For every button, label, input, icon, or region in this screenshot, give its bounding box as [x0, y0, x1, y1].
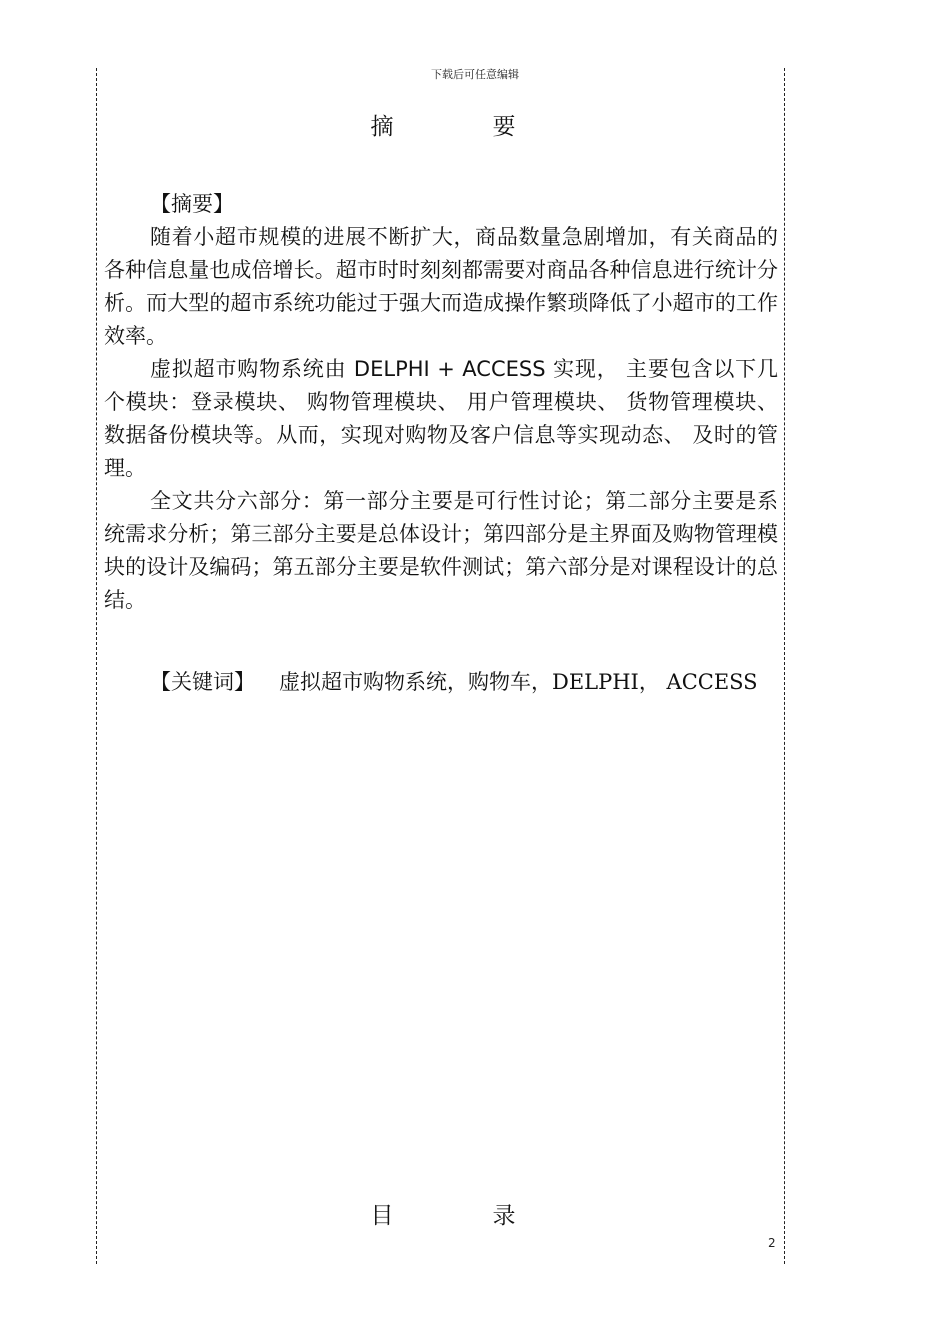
keywords-line	[150, 666, 758, 699]
abstract-paragraph-3: 全文共分六部分：第一部分主要是可行性讨论；第二部分主要是系统需求分析；第三部分主要是总体设计；第四部分是主界面及购物管理模块的设计及编码；第五部分主要是软件测试；第六部分是对课程设计的总结。	[104, 489, 778, 612]
right-dashed-border	[784, 68, 785, 1264]
abstract-paragraph-2: 虚拟超市购物系统由 DELPHI + ACCESS 实现， 主要包含以下几个模块：登录模块、 购物管理模块、 用户管理模块、 货物管理模块、 数据备份模块等。从而，实现对购物及客户信息等实现动态、 及时的管理。	[104, 357, 778, 480]
abstract-label: 【摘要】	[150, 192, 234, 216]
keywords-value: 虚拟超市购物系统，购物车，DELPHI， ACCESS	[279, 670, 758, 694]
abstract-body	[104, 188, 778, 617]
toc-title: 目 录	[370, 1203, 554, 1229]
abstract-title: 摘 要	[370, 114, 554, 140]
keywords-label: 【关键词】	[150, 670, 255, 694]
abstract-paragraph-1: 随着小超市规模的进展不断扩大，商品数量急剧增加，有关商品的各种信息量也成倍增长。超市时时刻刻都需要对商品各种信息进行统计分析。而大型的超市系统功能过于强大而造成操作繁琐降低了小超市的工作效率。	[104, 225, 778, 348]
page-number: 2	[768, 1236, 776, 1250]
header-note: 下载后可任意编辑	[431, 68, 519, 81]
left-dashed-border	[96, 68, 97, 1264]
